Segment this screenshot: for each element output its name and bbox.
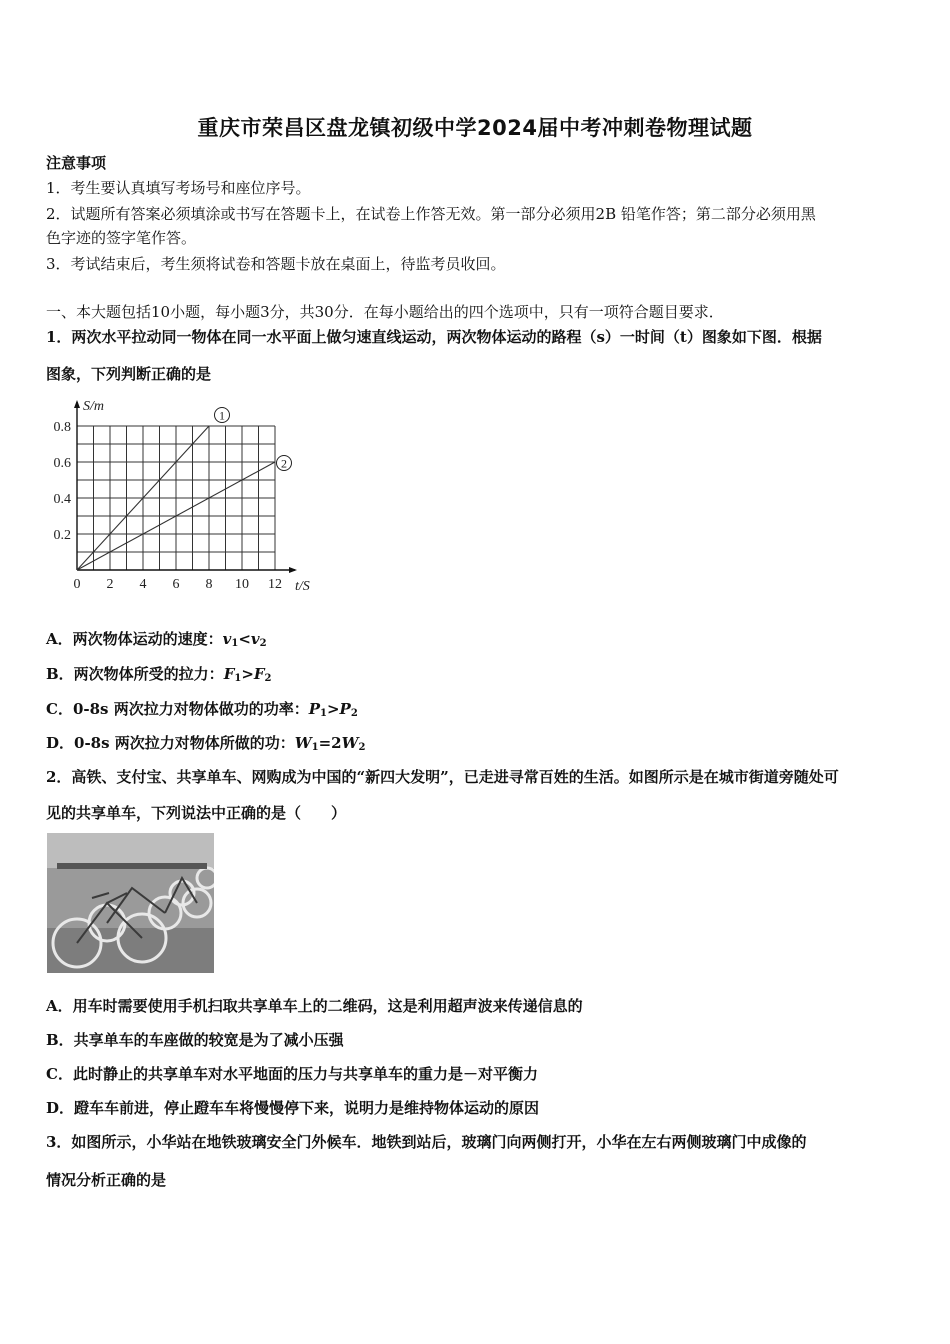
x-tick-label: 8 <box>205 577 213 592</box>
y-tick-label: 0.2 <box>53 528 71 543</box>
section-heading: 一、本大题包括10小题，每小题3分，共30分．在每小题给出的四个选项中，只有一项符合题目要求． <box>46 303 724 321</box>
q1-option-d: D．0-8s 两次拉力对物体所做的功：$W_1=2W_2$ <box>46 734 366 753</box>
notice-item-2: 2．试题所有答案必须填涂或书写在答题卡上，在试卷上作答无效。第一部分必须用2B 铅笔作答；第二部分必须用黑 <box>46 205 816 223</box>
x-tick-label: 6 <box>172 577 180 592</box>
exam-title: 重庆市荣昌区盘龙镇初级中学2024届中考冲刺卷物理试题 <box>197 116 753 140</box>
notice-item-1: 1．考生要认真填写考场号和座位序号。 <box>46 179 311 197</box>
q2-stem-line2: 见的共享单车，下列说法中正确的是（ ） <box>46 804 347 822</box>
y-tick-label: 0.8 <box>53 420 71 435</box>
notice-heading: 注意事项 <box>46 154 107 172</box>
q1-option-b: B．两次物体所受的拉力：$F_1>F_2$ <box>46 665 272 684</box>
y-axis-label: S/m <box>83 399 104 414</box>
x-tick-label: 2 <box>106 577 114 592</box>
x-tick-label: 4 <box>139 577 147 592</box>
q2-option-d: D．蹬车车前进，停止蹬车车将慢慢停下来，说明力是维持物体运动的原因 <box>46 1099 540 1117</box>
q1-stem-line2: 图象，下列判断正确的是 <box>46 365 212 383</box>
shared-bikes-photo <box>47 833 214 973</box>
x-tick-label: 12 <box>268 577 282 592</box>
x-axis-arrow <box>289 567 297 573</box>
q2-option-c: C．此时静止的共享单车对水平地面的压力与共享单车的重力是－对平衡力 <box>46 1065 538 1083</box>
y-tick-label: 0.6 <box>53 456 71 471</box>
q2-option-a: A．用车时需要使用手机扫取共享单车上的二维码，这是利用超声波来传递信息的 <box>46 997 583 1015</box>
q2-stem-line1: 2．高铁、支付宝、共享单车、网购成为中国的“新四大发明”，已走进寻常百姓的生活。如图所示是在城市街道旁随处可 <box>46 768 839 786</box>
y-tick-label: 0.4 <box>53 492 71 507</box>
x-tick-label: 0 <box>73 577 81 592</box>
s-t-graph <box>44 396 319 601</box>
series-label-2: 2 <box>281 456 287 471</box>
notice-item-2-cont: 色字迹的签字笔作答。 <box>46 229 197 247</box>
x-tick-label: 10 <box>235 577 249 592</box>
graph-tick-labels <box>54 420 283 592</box>
q1-stem-line1: 1．两次水平拉动同一物体在同一水平面上做匀速直线运动，两次物体运动的路程（s）一时间（t）图象如下图．根据 <box>46 328 822 346</box>
x-axis-label: t/S <box>295 579 310 594</box>
q1-option-c: C．0-8s 两次拉力对物体做功的功率：$P_1>P_2$ <box>46 700 358 719</box>
q3-stem-line2: 情况分析正确的是 <box>46 1171 167 1189</box>
series-label-1: 1 <box>219 408 225 423</box>
q2-option-b: B．共享单车的车座做的较宽是为了减小压强 <box>46 1031 344 1049</box>
q1-option-a: A．两次物体运动的速度：$v_1<v_2$ <box>46 630 267 649</box>
graph-grid <box>77 426 275 570</box>
graph-series <box>77 408 292 571</box>
q3-stem-line1: 3．如图所示，小华站在地铁玻璃安全门外候车．地铁到站后，玻璃门向两侧打开，小华在左右两侧玻璃门中成像的 <box>46 1133 807 1151</box>
notice-item-3: 3．考试结束后，考生须将试卷和答题卡放在桌面上，待监考员收回。 <box>46 255 506 273</box>
y-axis-arrow <box>74 400 80 408</box>
